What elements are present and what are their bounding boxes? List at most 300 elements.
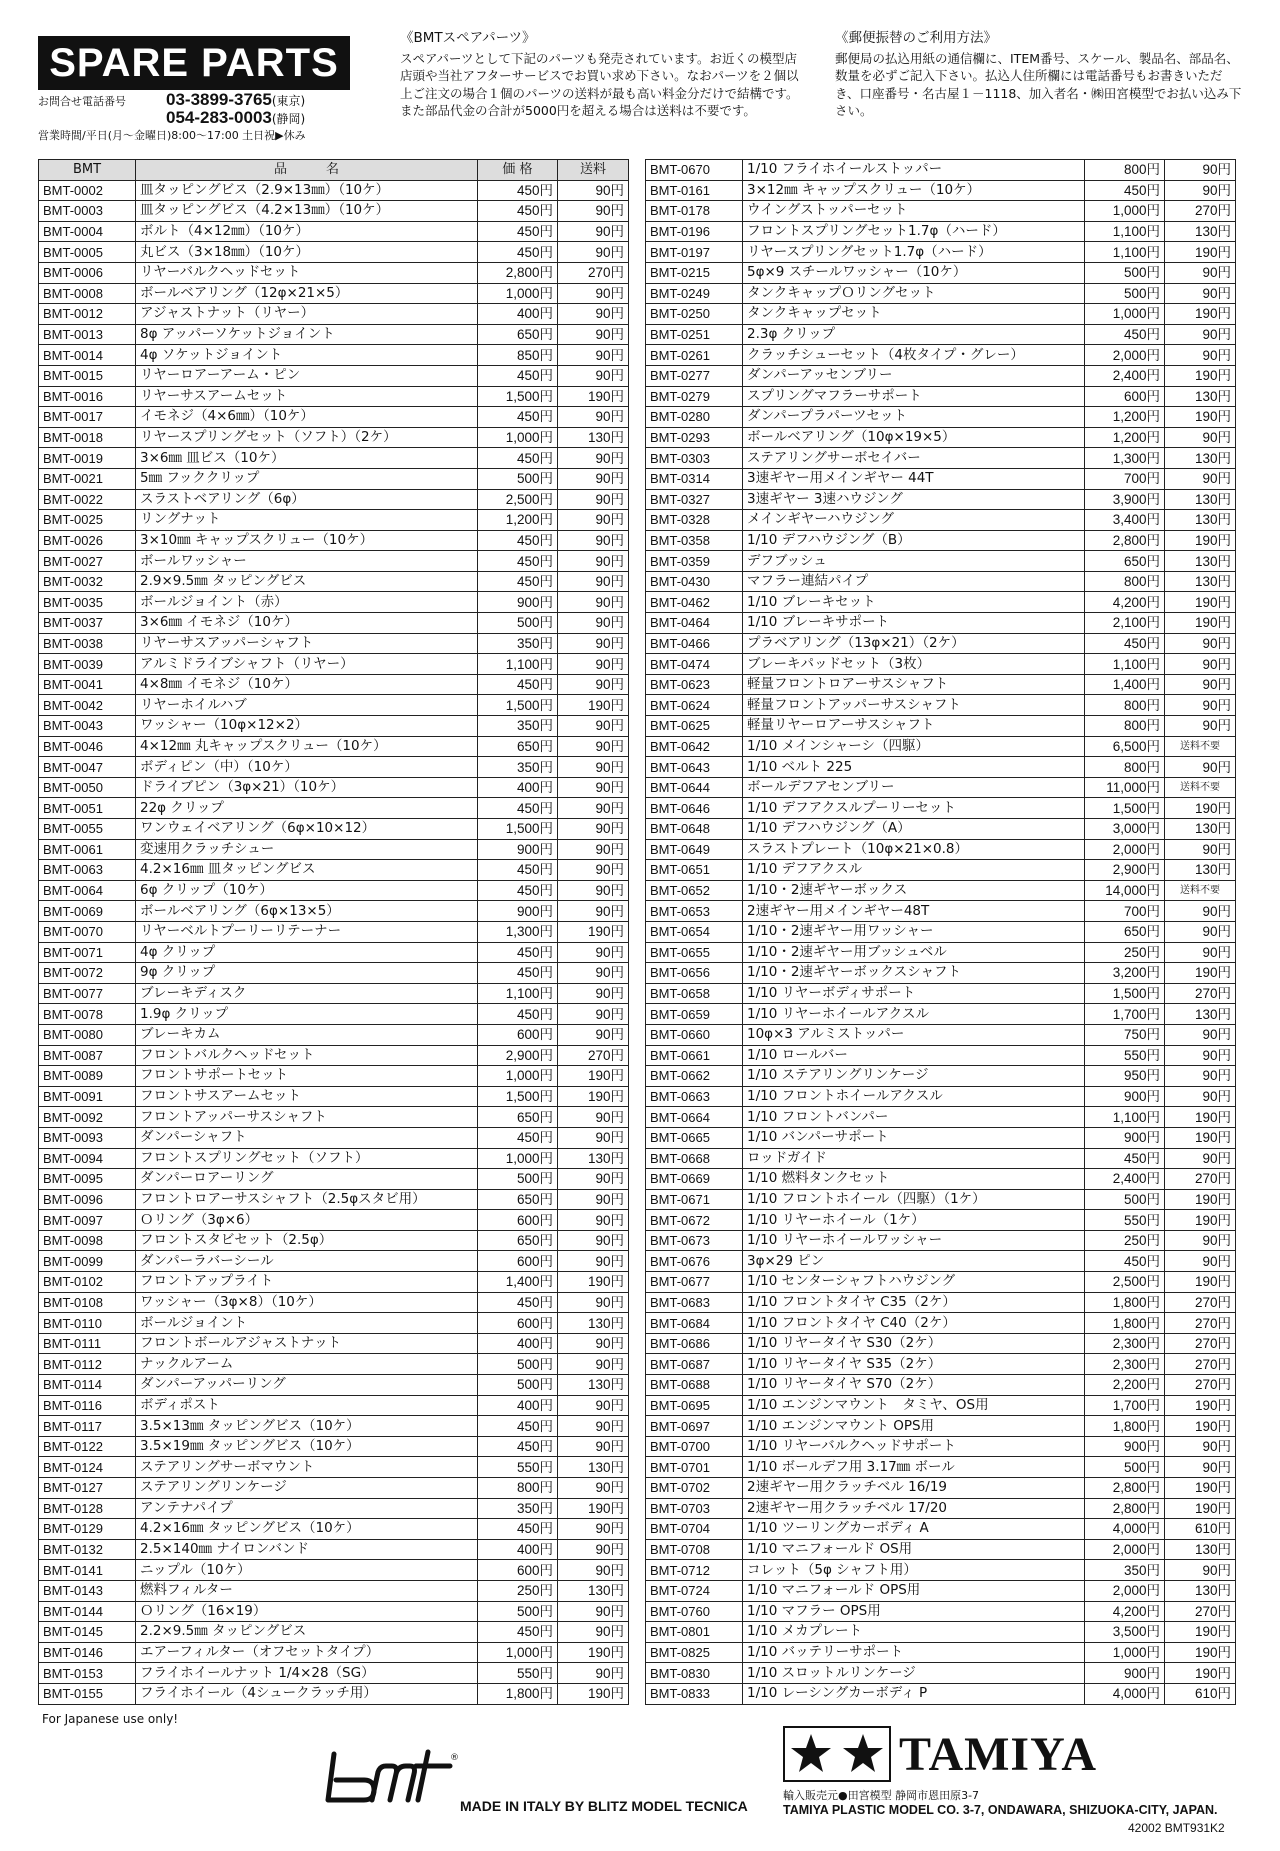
table-row	[646, 983, 1236, 1004]
part-code: BMT-0027	[39, 551, 136, 572]
part-code: BMT-0117	[39, 1416, 136, 1437]
part-code: BMT-0686	[646, 1333, 743, 1354]
part-shipping: 190円	[1165, 304, 1236, 325]
part-name: ブレーキカム	[136, 1024, 478, 1045]
part-price: 1,000円	[478, 283, 558, 304]
part-name: ステアリングサーボセイバー	[743, 448, 1085, 469]
table-row	[646, 1354, 1236, 1375]
spare-parts-notice	[400, 30, 800, 120]
part-price: 550円	[478, 1663, 558, 1684]
part-code: BMT-0655	[646, 942, 743, 963]
part-name: デフブッシュ	[743, 551, 1085, 572]
part-shipping: 90円	[558, 613, 629, 634]
part-shipping: 90円	[558, 1622, 629, 1643]
part-price: 350円	[1085, 1560, 1165, 1581]
part-price: 650円	[478, 1107, 558, 1128]
part-code: BMT-0668	[646, 1148, 743, 1169]
part-code: BMT-0127	[39, 1478, 136, 1499]
table-row	[39, 921, 629, 942]
part-price: 450円	[478, 880, 558, 901]
part-price: 900円	[478, 592, 558, 613]
part-code: BMT-0684	[646, 1313, 743, 1334]
part-code: BMT-0005	[39, 242, 136, 263]
part-shipping: 90円	[558, 571, 629, 592]
part-shipping: 270円	[1165, 1601, 1236, 1622]
table-row	[646, 180, 1236, 201]
part-code: BMT-0089	[39, 1066, 136, 1087]
part-price: 400円	[478, 304, 558, 325]
part-shipping: 270円	[1165, 983, 1236, 1004]
part-shipping: 90円	[558, 633, 629, 654]
part-price: 450円	[478, 571, 558, 592]
part-name: フロントボールアジャストナット	[136, 1333, 478, 1354]
part-name: ボディポスト	[136, 1395, 478, 1416]
table-row	[646, 695, 1236, 716]
part-code: BMT-0046	[39, 736, 136, 757]
part-name: マフラー連結パイプ	[743, 571, 1085, 592]
table-row	[39, 1539, 629, 1560]
table-row	[646, 1436, 1236, 1457]
part-shipping: 270円	[1165, 1313, 1236, 1334]
part-name: ワンウェイベアリング（6φ×10×12）	[136, 819, 478, 840]
table-row	[646, 1683, 1236, 1704]
table-row	[39, 510, 629, 531]
table-row	[646, 1395, 1236, 1416]
table-row	[39, 489, 629, 510]
part-price: 2,800円	[1085, 1498, 1165, 1519]
part-code: BMT-0664	[646, 1107, 743, 1128]
part-shipping: 190円	[1165, 242, 1236, 263]
table-row	[646, 1622, 1236, 1643]
part-code: BMT-0064	[39, 880, 136, 901]
table-row	[39, 365, 629, 386]
part-shipping: 90円	[558, 592, 629, 613]
table-row	[646, 407, 1236, 428]
part-name: クラッチシューセット（4枚タイプ・グレー）	[743, 345, 1085, 366]
part-price: 800円	[478, 1478, 558, 1499]
part-name: リヤーホイルハブ	[136, 695, 478, 716]
part-code: BMT-0677	[646, 1272, 743, 1293]
part-shipping: 90円	[558, 407, 629, 428]
part-code: BMT-0018	[39, 427, 136, 448]
part-code: BMT-0004	[39, 221, 136, 242]
part-price: 1,100円	[1085, 654, 1165, 675]
table-row	[39, 777, 629, 798]
part-shipping: 90円	[1165, 1024, 1236, 1045]
part-price: 450円	[478, 1519, 558, 1540]
header-price: 価 格	[478, 160, 558, 181]
part-price: 900円	[1085, 1127, 1165, 1148]
part-code: BMT-0124	[39, 1457, 136, 1478]
part-name: 1/10 マフラー OPS用	[743, 1601, 1085, 1622]
part-shipping: 90円	[558, 860, 629, 881]
table-row	[39, 1622, 629, 1643]
table-row	[39, 613, 629, 634]
bmt-logo	[324, 1746, 460, 1812]
table-row	[646, 1539, 1236, 1560]
table-row	[646, 1333, 1236, 1354]
business-hours: 営業時間/平日(月～金曜日)8:00～17:00 土日祝▶休み	[38, 129, 306, 142]
part-code: BMT-0019	[39, 448, 136, 469]
part-price: 2,500円	[1085, 1272, 1165, 1293]
table-row	[646, 1560, 1236, 1581]
part-price: 550円	[478, 1457, 558, 1478]
table-row	[39, 1045, 629, 1066]
part-name: 3×6㎜ 皿ビス（10ケ）	[136, 448, 478, 469]
table-row	[39, 1683, 629, 1704]
part-price: 1,500円	[478, 1086, 558, 1107]
part-price: 450円	[478, 365, 558, 386]
part-price: 600円	[478, 1251, 558, 1272]
part-shipping: 90円	[558, 1107, 629, 1128]
part-price: 1,100円	[1085, 1107, 1165, 1128]
part-name: 丸ビス（3×18㎜）（10ケ）	[136, 242, 478, 263]
part-code: BMT-0153	[39, 1663, 136, 1684]
part-name: 3.5×13㎜ タッピングビス（10ケ）	[136, 1416, 478, 1437]
part-price: 700円	[1085, 468, 1165, 489]
part-shipping: 90円	[558, 674, 629, 695]
part-price: 2,500円	[478, 489, 558, 510]
part-shipping: 90円	[1165, 839, 1236, 860]
part-shipping: 90円	[1165, 1230, 1236, 1251]
table-row	[39, 592, 629, 613]
part-name: リヤースプリングセット1.7φ（ハード）	[743, 242, 1085, 263]
part-price: 500円	[478, 1375, 558, 1396]
part-shipping: 90円	[558, 757, 629, 778]
part-shipping: 190円	[558, 1066, 629, 1087]
part-name: 3速ギヤー用メインギヤー 44T	[743, 468, 1085, 489]
table-row	[646, 448, 1236, 469]
part-name: フロントサポートセット	[136, 1066, 478, 1087]
part-code: BMT-0293	[646, 427, 743, 448]
part-shipping: 90円	[558, 880, 629, 901]
part-code: BMT-0092	[39, 1107, 136, 1128]
part-name: 1/10 デフハウジング（B）	[743, 530, 1085, 551]
part-shipping: 190円	[558, 695, 629, 716]
part-shipping: 90円	[558, 304, 629, 325]
table-row	[646, 1066, 1236, 1087]
part-name: リヤーベルトプーリーリテーナー	[136, 921, 478, 942]
part-shipping: 130円	[1165, 571, 1236, 592]
part-name: Ｏリング（16×19）	[136, 1601, 478, 1622]
part-code: BMT-0002	[39, 180, 136, 201]
part-shipping: 90円	[558, 1560, 629, 1581]
table-row	[39, 1436, 629, 1457]
part-name: 10φ×3 アルミストッパー	[743, 1024, 1085, 1045]
table-row	[646, 489, 1236, 510]
table-row	[646, 1498, 1236, 1519]
part-price: 450円	[478, 1004, 558, 1025]
table-row	[39, 880, 629, 901]
table-row	[646, 654, 1236, 675]
part-code: BMT-0128	[39, 1498, 136, 1519]
table-row	[39, 1395, 629, 1416]
part-price: 1,000円	[478, 427, 558, 448]
part-price: 11,000円	[1085, 777, 1165, 798]
contact-label: お問合せ電話番号	[38, 95, 126, 108]
part-name: 4×8㎜ イモネジ（10ケ）	[136, 674, 478, 695]
table-row	[646, 510, 1236, 531]
part-price: 2,000円	[1085, 345, 1165, 366]
part-name: 1/10 ブレーキサポート	[743, 613, 1085, 634]
part-shipping: 90円	[558, 551, 629, 572]
part-price: 3,400円	[1085, 510, 1165, 531]
part-name: 9φ クリップ	[136, 963, 478, 984]
part-shipping: 90円	[1165, 160, 1236, 181]
part-shipping: 270円	[1165, 1292, 1236, 1313]
part-name: ボールベアリング（10φ×19×5）	[743, 427, 1085, 448]
part-code: BMT-0625	[646, 716, 743, 737]
part-code: BMT-0043	[39, 716, 136, 737]
part-shipping: 90円	[558, 798, 629, 819]
table-row	[39, 304, 629, 325]
part-price: 600円	[478, 1024, 558, 1045]
part-price: 350円	[478, 1498, 558, 1519]
part-name: 2.3φ クリップ	[743, 324, 1085, 345]
part-code: BMT-0143	[39, 1580, 136, 1601]
table-row	[646, 1127, 1236, 1148]
part-price: 2,100円	[1085, 613, 1165, 634]
part-code: BMT-0015	[39, 365, 136, 386]
part-price: 500円	[1085, 1457, 1165, 1478]
part-shipping: 190円	[558, 1683, 629, 1704]
part-shipping: 130円	[1165, 1004, 1236, 1025]
part-shipping: 90円	[558, 448, 629, 469]
table-row	[646, 1024, 1236, 1045]
part-code: BMT-0072	[39, 963, 136, 984]
part-name: フロントスタビセット（2.5φ）	[136, 1230, 478, 1251]
part-code: BMT-0099	[39, 1251, 136, 1272]
part-code: BMT-0251	[646, 324, 743, 345]
table-row	[39, 1663, 629, 1684]
part-name: 4.2×16㎜ タッピングビス（10ケ）	[136, 1519, 478, 1540]
part-price: 500円	[478, 468, 558, 489]
part-price: 250円	[1085, 942, 1165, 963]
part-price: 1,200円	[478, 510, 558, 531]
part-shipping: 90円	[558, 365, 629, 386]
part-shipping: 190円	[558, 1498, 629, 1519]
part-price: 1,800円	[1085, 1292, 1165, 1313]
part-name: ボールジョイント	[136, 1313, 478, 1334]
part-code: BMT-0108	[39, 1292, 136, 1313]
part-name: ダンパープラパーツセット	[743, 407, 1085, 428]
part-shipping: 270円	[1165, 1169, 1236, 1190]
part-code: BMT-0042	[39, 695, 136, 716]
part-price: 650円	[1085, 921, 1165, 942]
table-row	[646, 963, 1236, 984]
table-row	[39, 963, 629, 984]
part-code: BMT-0095	[39, 1169, 136, 1190]
table-row	[39, 1416, 629, 1437]
part-shipping: 610円	[1165, 1519, 1236, 1540]
part-shipping: 90円	[1165, 468, 1236, 489]
table-row	[646, 613, 1236, 634]
part-price: 2,400円	[1085, 365, 1165, 386]
part-code: BMT-0673	[646, 1230, 743, 1251]
part-price: 2,300円	[1085, 1354, 1165, 1375]
part-shipping: 90円	[558, 510, 629, 531]
part-code: BMT-0712	[646, 1560, 743, 1581]
part-shipping: 90円	[558, 530, 629, 551]
part-price: 1,000円	[478, 1642, 558, 1663]
part-shipping: 90円	[558, 963, 629, 984]
catalog-number: 42002 BMT931K2	[1128, 1821, 1225, 1835]
part-shipping: 190円	[1165, 798, 1236, 819]
table-row	[646, 468, 1236, 489]
part-code: BMT-0098	[39, 1230, 136, 1251]
part-shipping: 90円	[1165, 262, 1236, 283]
part-code: BMT-0006	[39, 262, 136, 283]
part-shipping: 90円	[558, 1478, 629, 1499]
part-name: ステアリングサーボマウント	[136, 1457, 478, 1478]
part-price: 450円	[1085, 633, 1165, 654]
table-row	[39, 242, 629, 263]
part-code: BMT-0069	[39, 901, 136, 922]
part-code: BMT-0250	[646, 304, 743, 325]
table-row	[646, 1519, 1236, 1540]
part-name: 1/10 マニフォールド OS用	[743, 1539, 1085, 1560]
part-shipping: 190円	[1165, 963, 1236, 984]
part-code: BMT-0021	[39, 468, 136, 489]
part-shipping: 90円	[558, 1251, 629, 1272]
part-code: BMT-0464	[646, 613, 743, 634]
part-name: リヤースプリングセット（ソフト）（2ケ）	[136, 427, 478, 448]
part-price: 1,100円	[478, 983, 558, 1004]
part-shipping: 送料不要	[1165, 880, 1236, 901]
part-price: 1,000円	[1085, 304, 1165, 325]
table-row	[39, 530, 629, 551]
table-row	[646, 427, 1236, 448]
part-price: 900円	[478, 839, 558, 860]
part-name: 6φ クリップ（10ケ）	[136, 880, 478, 901]
part-name: ボールベアリング（6φ×13×5）	[136, 901, 478, 922]
table-row	[646, 1580, 1236, 1601]
part-shipping: 90円	[558, 283, 629, 304]
part-shipping: 90円	[558, 1354, 629, 1375]
part-price: 1,200円	[1085, 427, 1165, 448]
part-name: 1/10 フロントホイールアクスル	[743, 1086, 1085, 1107]
tamiya-star-mark	[783, 1726, 891, 1782]
part-shipping: 130円	[558, 1580, 629, 1601]
part-shipping: 90円	[1165, 901, 1236, 922]
part-name: 2速ギヤー用メインギヤー48T	[743, 901, 1085, 922]
part-code: BMT-0050	[39, 777, 136, 798]
part-shipping: 90円	[558, 468, 629, 489]
part-price: 450円	[478, 180, 558, 201]
part-name: 1/10 リヤータイヤ S70（2ケ）	[743, 1375, 1085, 1396]
part-price: 1,400円	[478, 1272, 558, 1293]
table-row	[39, 654, 629, 675]
part-price: 450円	[478, 1416, 558, 1437]
part-price: 14,000円	[1085, 880, 1165, 901]
part-shipping: 90円	[1165, 1457, 1236, 1478]
part-name: フロントスプリングセット1.7φ（ハード）	[743, 221, 1085, 242]
part-price: 900円	[1085, 1436, 1165, 1457]
part-price: 1,800円	[1085, 1416, 1165, 1437]
table-row	[646, 571, 1236, 592]
spare-parts-notice-body: スペアパーツとして下記のパーツも発売されています。お近くの模型店店頭や当社アフターサービスでお買い求め下さい。なおパーツを２個以上ご注文の場合１個のパーツの送料が最も高い料金分だけで結構です。また部品代金の合計が5000円を超える場合は送料は不要です。	[400, 50, 799, 118]
part-name: 1/10 エンジンマウント OPS用	[743, 1416, 1085, 1437]
table-row	[39, 1004, 629, 1025]
part-code: BMT-0102	[39, 1272, 136, 1293]
part-price: 500円	[478, 1601, 558, 1622]
part-shipping: 190円	[1165, 1272, 1236, 1293]
part-price: 2,800円	[1085, 530, 1165, 551]
part-shipping: 130円	[558, 1457, 629, 1478]
part-name: ブレーキディスク	[136, 983, 478, 1004]
part-name: 軽量フロントロアーサスシャフト	[743, 674, 1085, 695]
part-price: 1,500円	[478, 819, 558, 840]
part-name: 1/10 フロントホイール（四駆）（1ケ）	[743, 1189, 1085, 1210]
part-shipping: 90円	[1165, 1086, 1236, 1107]
part-price: 1,700円	[1085, 1004, 1165, 1025]
part-price: 250円	[478, 1580, 558, 1601]
part-code: BMT-0129	[39, 1519, 136, 1540]
part-shipping: 90円	[558, 180, 629, 201]
part-price: 2,900円	[1085, 860, 1165, 881]
table-row	[646, 221, 1236, 242]
part-price: 500円	[478, 1354, 558, 1375]
part-code: BMT-0697	[646, 1416, 743, 1437]
part-code: BMT-0648	[646, 819, 743, 840]
part-name: 1/10 メインシャーシ（四駆）	[743, 736, 1085, 757]
table-row	[646, 1416, 1236, 1437]
part-shipping: 90円	[558, 736, 629, 757]
table-row	[646, 386, 1236, 407]
part-code: BMT-0658	[646, 983, 743, 1004]
part-name: リヤーサスアッパーシャフト	[136, 633, 478, 654]
header-name: 品 名	[136, 160, 478, 181]
part-price: 450円	[478, 963, 558, 984]
part-code: BMT-0656	[646, 963, 743, 984]
table-row	[646, 1107, 1236, 1128]
table-row	[39, 221, 629, 242]
part-shipping: 130円	[1165, 1580, 1236, 1601]
part-name: フロントサスアームセット	[136, 1086, 478, 1107]
part-name: 1/10 ロールバー	[743, 1045, 1085, 1066]
part-shipping: 90円	[1165, 180, 1236, 201]
part-name: メインギヤーハウジング	[743, 510, 1085, 531]
part-price: 250円	[1085, 1230, 1165, 1251]
part-price: 800円	[1085, 716, 1165, 737]
distributor-line: 輸入販売元●田宮模型 静岡市恩田原3-7	[783, 1789, 980, 1802]
table-row	[646, 1045, 1236, 1066]
part-code: BMT-0051	[39, 798, 136, 819]
table-row	[646, 819, 1236, 840]
part-shipping: 270円	[1165, 1354, 1236, 1375]
table-row	[39, 345, 629, 366]
table-row	[646, 901, 1236, 922]
table-row	[39, 1169, 629, 1190]
part-price: 800円	[1085, 160, 1165, 181]
table-row	[39, 1148, 629, 1169]
phone-shizuoka: 054-283-0003	[166, 108, 272, 127]
japan-use-note: For Japanese use only!	[42, 1712, 179, 1726]
part-shipping: 190円	[1165, 530, 1236, 551]
table-row	[39, 819, 629, 840]
part-price: 3,900円	[1085, 489, 1165, 510]
part-code: BMT-0303	[646, 448, 743, 469]
table-row	[646, 345, 1236, 366]
part-name: 燃料フィルター	[136, 1580, 478, 1601]
part-name: 3×12㎜ キャップスクリュー（10ケ）	[743, 180, 1085, 201]
spare-parts-notice-title: 《BMTスペアパーツ》	[400, 30, 536, 46]
table-row	[646, 1230, 1236, 1251]
table-row	[39, 1560, 629, 1581]
part-shipping: 90円	[558, 1663, 629, 1684]
table-row	[39, 448, 629, 469]
table-row	[646, 716, 1236, 737]
